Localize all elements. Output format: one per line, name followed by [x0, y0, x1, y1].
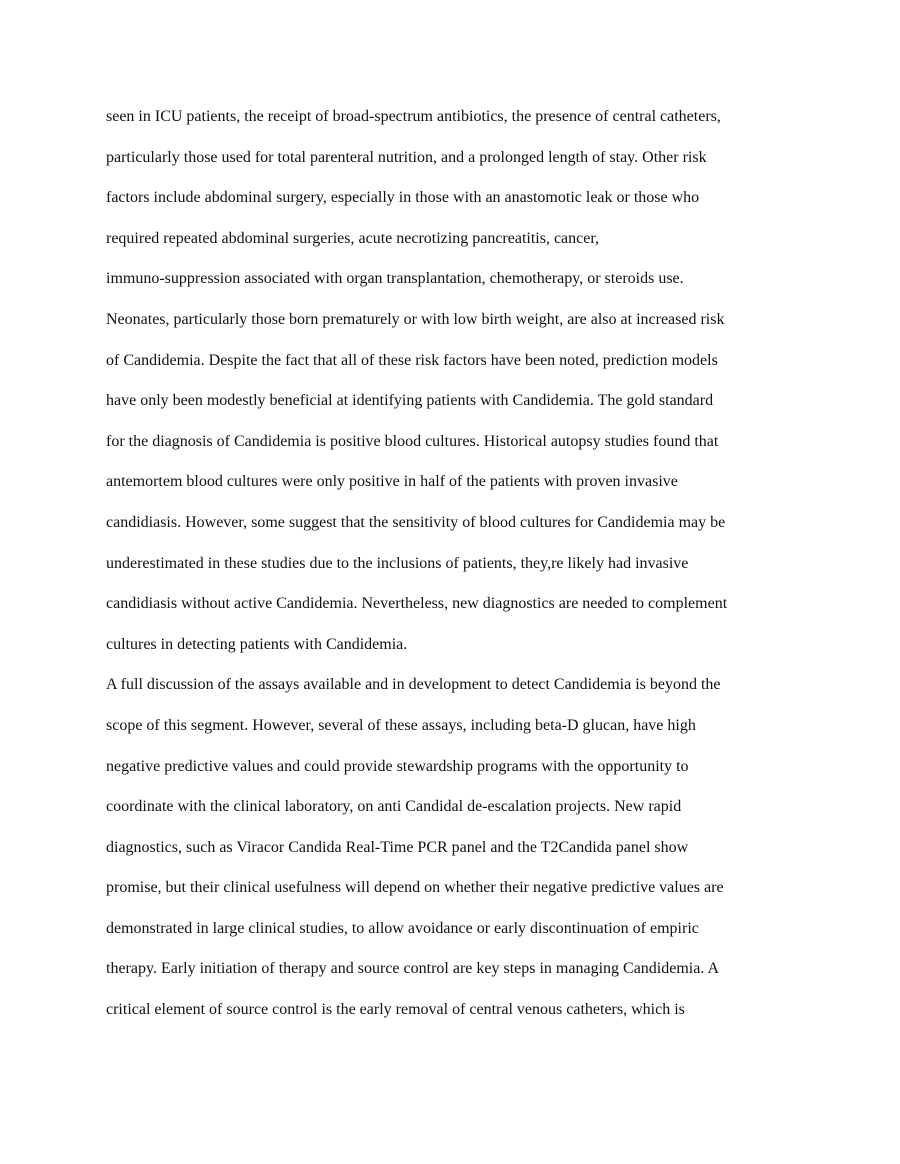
text-line: diagnostics, such as Viracor Candida Real-Time PCR panel and the T2Candida panel show: [106, 838, 689, 856]
text-line: immuno-suppression associated with organ transplantation, chemotherapy, or steroids use.: [106, 270, 684, 288]
text-line: scope of this segment. However, several of these assays, including beta-D glucan, have high: [106, 716, 696, 734]
text-line: demonstrated in large clinical studies, to allow avoidance or early discontinuation of empiric: [106, 919, 699, 937]
body-text: [106, 100, 806, 1034]
text-line: have only been modestly beneficial at identifying patients with Candidemia. The gold standard: [106, 392, 714, 410]
text-line: underestimated in these studies due to the inclusions of patients, they,re likely had invasive: [106, 554, 689, 572]
text-line: particularly those used for total parenteral nutrition, and a prolonged length of stay. Other risk: [106, 148, 707, 166]
text-line: for the diagnosis of Candidemia is positive blood cultures. Historical autopsy studies found that: [106, 432, 719, 450]
text-line: Neonates, particularly those born prematurely or with low birth weight, are also at increased risk: [106, 310, 725, 328]
text-line: therapy. Early initiation of therapy and source control are key steps in managing Candidemia. A: [106, 960, 719, 978]
text-line: antemortem blood cultures were only positive in half of the patients with proven invasive: [106, 473, 678, 491]
text-line: promise, but their clinical usefulness will depend on whether their negative predictive values are: [106, 879, 724, 897]
text-line: candidiasis. However, some suggest that the sensitivity of blood cultures for Candidemia may be: [106, 513, 726, 531]
text-line: coordinate with the clinical laboratory, on anti Candidal de-escalation projects. New rapid: [106, 798, 682, 816]
text-line: negative predictive values and could provide stewardship programs with the opportunity to: [106, 757, 689, 775]
text-line: cultures in detecting patients with Candidemia.: [106, 635, 408, 653]
text-line: critical element of source control is the early removal of central venous catheters, which is: [106, 1001, 685, 1019]
text-line: seen in ICU patients, the receipt of broad-spectrum antibiotics, the presence of central catheters,: [106, 108, 721, 125]
text-line: candidiasis without active Candidemia. Nevertheless, new diagnostics are needed to complement: [106, 595, 728, 613]
text-line: required repeated abdominal surgeries, acute necrotizing pancreatitis, cancer,: [106, 229, 600, 247]
text-line: A full discussion of the assays available and in development to detect Candidemia is beyond the: [106, 676, 721, 694]
text-line: of Candidemia. Despite the fact that all of these risk factors have been noted, prediction models: [106, 351, 718, 369]
text-line: factors include abdominal surgery, especially in those with an anastomotic leak or those who: [106, 189, 700, 207]
